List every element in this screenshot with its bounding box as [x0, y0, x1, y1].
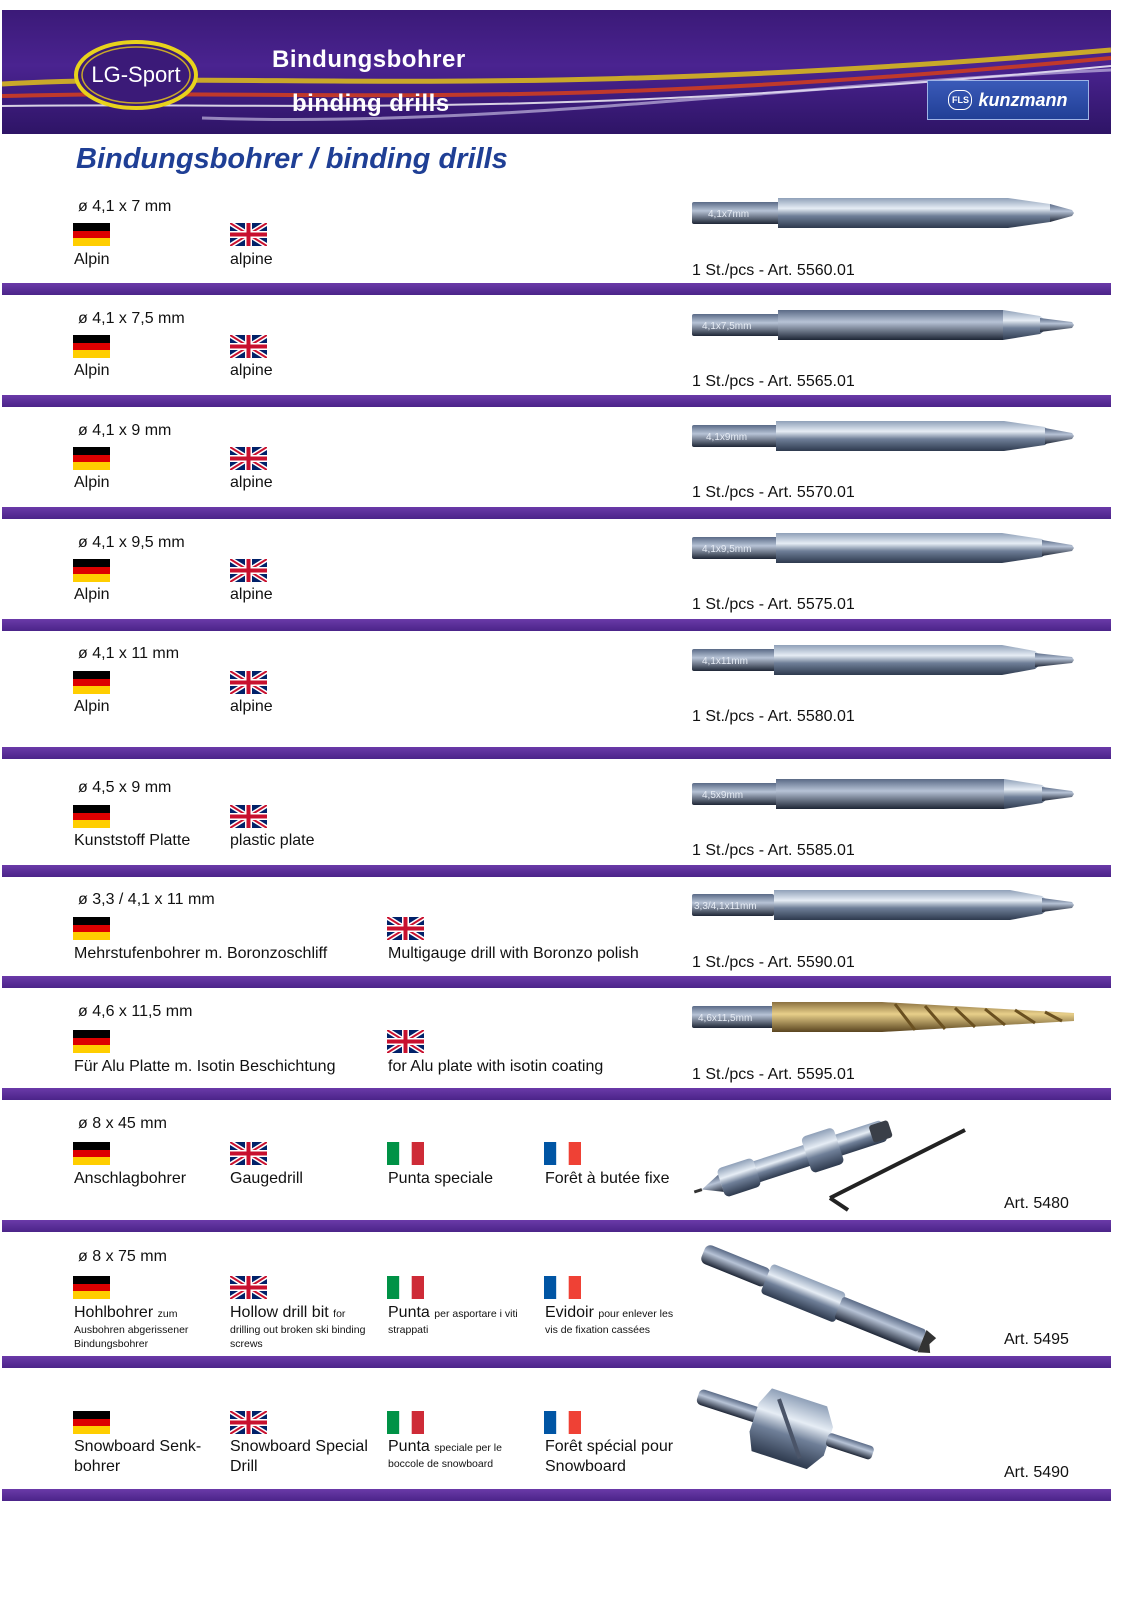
- uk-flag-icon: [230, 1411, 267, 1434]
- uk-flag-icon: [387, 917, 424, 940]
- product-dimension: ø 3,3 / 4,1 x 11 mm: [78, 891, 215, 908]
- svg-text:4,1x9mm: 4,1x9mm: [706, 432, 748, 443]
- germany-flag-icon: [73, 917, 110, 940]
- label-en: Snowboard Special Drill: [230, 1438, 368, 1475]
- row-divider: [2, 1489, 1111, 1501]
- article-number: Art. 5490: [1004, 1464, 1069, 1481]
- product-dimension: ø 4,1 x 7 mm: [78, 198, 172, 215]
- row-divider: [2, 1356, 1111, 1368]
- stop-drill-with-hex-key-image: [690, 1108, 970, 1216]
- germany-flag-icon: [73, 1411, 110, 1434]
- label-en: alpine: [230, 251, 273, 268]
- uk-flag-icon: [230, 1276, 267, 1299]
- row-divider: [2, 619, 1111, 631]
- product-dimension: ø 4,1 x 7,5 mm: [78, 310, 185, 327]
- label-en: Gaugedrill: [230, 1170, 303, 1187]
- label-de: Für Alu Platte m. Isotin Beschichtung: [74, 1058, 336, 1075]
- france-flag-icon: [544, 1142, 581, 1165]
- article-number: Art. 5495: [1004, 1331, 1069, 1348]
- brand-name: kunzmann: [978, 89, 1068, 110]
- label-it: Punta speciale per le boccole de snowboard: [388, 1438, 502, 1470]
- label-en: Hollow drill bit for drilling out broken ski binding screws: [230, 1304, 366, 1350]
- germany-flag-icon: [73, 1030, 110, 1053]
- hollow-drill-bit-image: [690, 1242, 950, 1354]
- label-fr: Forêt à butée fixe: [545, 1170, 670, 1187]
- germany-flag-icon: [73, 805, 110, 828]
- article-number: 1 St./pcs - Art. 5560.01: [692, 262, 855, 279]
- row-divider: [2, 1220, 1111, 1232]
- drill-bit-image: [690, 415, 1075, 457]
- product-dimension: ø 4,5 x 9 mm: [78, 779, 172, 796]
- svg-text:4,1x9,5mm: 4,1x9,5mm: [702, 544, 752, 555]
- article-number: 1 St./pcs - Art. 5590.01: [692, 954, 855, 971]
- brand-mark-icon: FLS: [948, 90, 972, 110]
- drill-bit-image: [690, 192, 1075, 234]
- uk-flag-icon: [230, 805, 267, 828]
- svg-text:3,3/4,1x11mm: 3,3/4,1x11mm: [694, 901, 757, 912]
- label-de: Hohlbohrer zum Ausbohren abgerissener Bindungsbohrer: [74, 1304, 189, 1350]
- uk-flag-icon: [230, 559, 267, 582]
- germany-flag-icon: [73, 447, 110, 470]
- uk-flag-icon: [387, 1030, 424, 1053]
- lg-sport-logo: [72, 38, 200, 112]
- label-en: Multigauge drill with Boronzo polish: [388, 945, 639, 962]
- row-divider: [2, 507, 1111, 519]
- header-banner: [2, 10, 1111, 134]
- svg-text:LG-Sport: LG-Sport: [91, 62, 181, 87]
- row-divider: [2, 1088, 1111, 1100]
- uk-flag-icon: [230, 1142, 267, 1165]
- label-it: Punta per asportare i viti strappati: [388, 1304, 518, 1336]
- row-divider: [2, 865, 1111, 877]
- article-number: Art. 5480: [1004, 1195, 1069, 1212]
- product-dimension: ø 4,1 x 9,5 mm: [78, 534, 185, 551]
- article-number: 1 St./pcs - Art. 5595.01: [692, 1066, 855, 1083]
- label-it: Punta speciale: [388, 1170, 493, 1187]
- label-de: Alpin: [74, 586, 110, 603]
- label-de: Alpin: [74, 698, 110, 715]
- drill-bit-image: [690, 884, 1075, 926]
- label-en: plastic plate: [230, 832, 315, 849]
- label-de: Snowboard Senk- bohrer: [74, 1438, 202, 1475]
- article-number: 1 St./pcs - Art. 5570.01: [692, 484, 855, 501]
- label-en: alpine: [230, 698, 273, 715]
- product-dimension: ø 4,1 x 9 mm: [78, 422, 172, 439]
- label-de: Alpin: [74, 362, 110, 379]
- uk-flag-icon: [230, 335, 267, 358]
- label-en: for Alu plate with isotin coating: [388, 1058, 604, 1075]
- product-dimension: ø 4,1 x 11 mm: [78, 645, 180, 662]
- label-fr: Evidoir pour enlever les vis de fixation cassées: [545, 1304, 674, 1336]
- row-divider: [2, 283, 1111, 295]
- page-title: Bindungsbohrer / binding drills: [76, 143, 508, 175]
- label-en: alpine: [230, 474, 273, 491]
- drill-bit-image: [690, 639, 1075, 681]
- uk-flag-icon: [230, 223, 267, 246]
- article-number: 1 St./pcs - Art. 5585.01: [692, 842, 855, 859]
- label-de: Kunststoff Platte: [74, 832, 191, 849]
- svg-text:4,1x11mm: 4,1x11mm: [702, 656, 748, 667]
- header-title: Bindungsbohrer: [272, 46, 466, 73]
- france-flag-icon: [544, 1276, 581, 1299]
- row-divider: [2, 976, 1111, 988]
- drill-bit-image: [690, 527, 1075, 569]
- italy-flag-icon: [387, 1411, 424, 1434]
- germany-flag-icon: [73, 671, 110, 694]
- germany-flag-icon: [73, 223, 110, 246]
- france-flag-icon: [544, 1411, 581, 1434]
- italy-flag-icon: [387, 1142, 424, 1165]
- drill-bit-image: [690, 304, 1075, 346]
- svg-text:4,5x9mm: 4,5x9mm: [702, 790, 744, 801]
- label-fr: Forêt spécial pour Snowboard: [545, 1438, 674, 1475]
- germany-flag-icon: [73, 1142, 110, 1165]
- snowboard-countersink-drill-image: [690, 1374, 890, 1486]
- germany-flag-icon: [73, 559, 110, 582]
- article-number: 1 St./pcs - Art. 5565.01: [692, 373, 855, 390]
- italy-flag-icon: [387, 1276, 424, 1299]
- germany-flag-icon: [73, 1276, 110, 1299]
- kunzmann-brand: [927, 80, 1089, 120]
- svg-text:4,6x11,5mm: 4,6x11,5mm: [698, 1013, 753, 1024]
- label-de: Alpin: [74, 474, 110, 491]
- product-dimension: ø 8 x 75 mm: [78, 1248, 167, 1265]
- germany-flag-icon: [73, 335, 110, 358]
- label-de: Mehrstufenbohrer m. Boronzoschliff: [74, 945, 328, 962]
- svg-text:4,1x7,5mm: 4,1x7,5mm: [702, 321, 752, 332]
- drill-bit-image: [690, 996, 1075, 1038]
- uk-flag-icon: [230, 447, 267, 470]
- article-number: 1 St./pcs - Art. 5575.01: [692, 596, 855, 613]
- header-subtitle: binding drills: [292, 90, 450, 117]
- label-de: Anschlagbohrer: [74, 1170, 187, 1187]
- svg-text:4,1x7mm: 4,1x7mm: [708, 209, 750, 220]
- row-divider: [2, 747, 1111, 759]
- article-number: 1 St./pcs - Art. 5580.01: [692, 708, 855, 725]
- label-en: alpine: [230, 586, 273, 603]
- label-en: alpine: [230, 362, 273, 379]
- drill-bit-image: [690, 773, 1075, 815]
- label-de: Alpin: [74, 251, 110, 268]
- uk-flag-icon: [230, 671, 267, 694]
- row-divider: [2, 395, 1111, 407]
- product-dimension: ø 4,6 x 11,5 mm: [78, 1003, 193, 1020]
- product-dimension: ø 8 x 45 mm: [78, 1115, 167, 1132]
